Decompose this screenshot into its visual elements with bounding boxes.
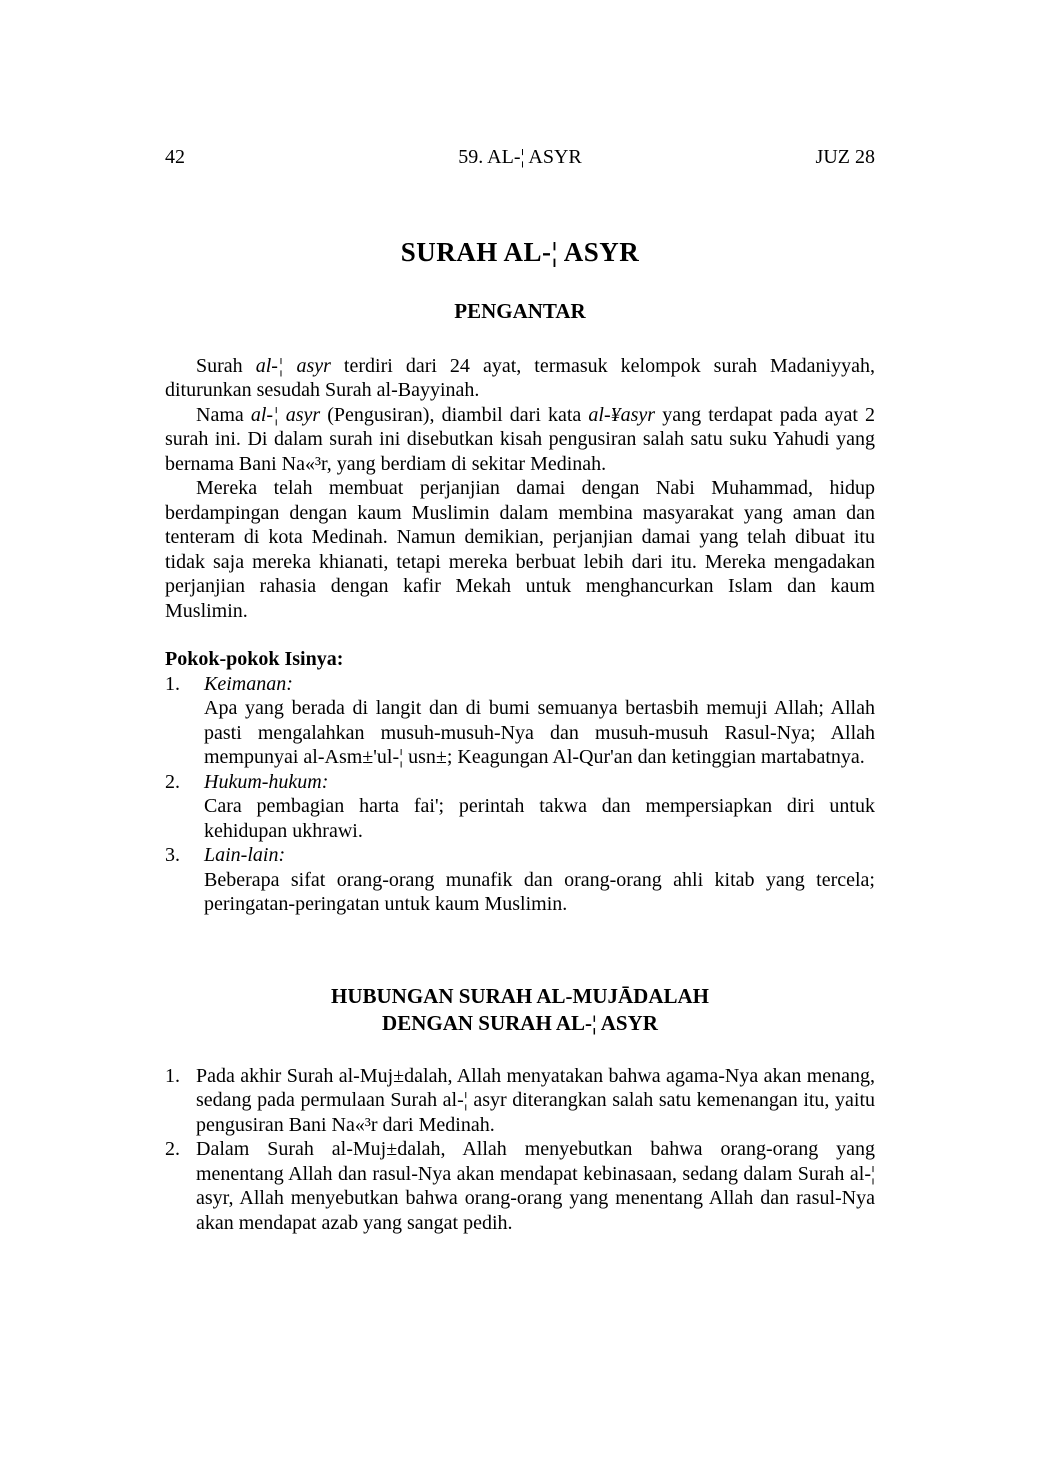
list-item-body [204, 843, 875, 917]
page-number: 42 [165, 146, 185, 168]
hubungan-heading-line1: HUBUNGAN SURAH AL-MUJĀDALAH [330, 983, 709, 1008]
list-item-text: Cara pembagian harta fai'; perintah takwa dan mempersiapkan diri untuk kehidupan ukhrawi. [204, 795, 875, 842]
intro-paragraph: Mereka telah membuat perjanjian damai dengan Nabi Muhammad, hidup berdampingan dengan kaum Muslimin dalam membina masyarakat yang aman dan tenteram di kota Medinah. Namun demikian, perjanjian damai yang telah dibuat itu tidak saja mereka khianati, tetapi mereka berbuat lebih dari itu. Mereka mengadakan perjanjian rahasia dengan kafir Mekah untuk menghancurkan Islam dan kaum Muslimin. [165, 477, 875, 622]
intro-paragraph: Nama al-¦ asyr (Pengusiran), diambil dari kata al-¥asyr yang terdapat pada ayat 2 surah ini. Di dalam surah ini disebutkan kisah pengusiran salah satu suku Yahudi yang bernama Bani Na«³r, yang berdiam di sekitar Medinah. [165, 403, 875, 475]
list-item-body [204, 770, 875, 844]
intro-section [165, 354, 875, 624]
list-item-text: Pada akhir Surah al-Muj±dalah, Allah menyatakan bahwa agama-Nya akan menang, sedang pada permulaan Surah al-¦ asyr diterangkan salah satu kemenangan itu, yaitu pengusiran Bani Na«³r dari Medinah. [196, 1064, 875, 1136]
hubungan-heading-line2: DENGAN SURAH AL-¦ ASYR [382, 1010, 658, 1035]
page-header [165, 145, 875, 170]
juz-label: JUZ 28 [815, 146, 875, 168]
pokok-isinya-list [165, 672, 875, 917]
list-item-label: Hukum-hukum: [204, 770, 329, 793]
hubungan-list [165, 1064, 875, 1236]
intro-paragraph: Surah al-¦ asyr terdiri dari 24 ayat, termasuk kelompok surah Madaniyyah, diturunkan sesudah Surah al-Bayyinah. [165, 354, 875, 401]
list-item-number: 2. [165, 770, 180, 793]
hubungan-heading [165, 983, 875, 1037]
surah-title: SURAH AL-¦ ASYR [400, 236, 640, 267]
list-item-text: Dalam Surah al-Muj±dalah, Allah menyebutkan bahwa orang-orang yang menentang Allah dan rasul-Nya akan mendapat kebinasaan, sedang dalam Surah al-¦ asyr, Allah menyebutkan bahwa orang-orang yang menentang Allah dan rasul-Nya akan mendapat azab yang sangat pedih. [196, 1138, 875, 1234]
list-item-label: Keimanan: [204, 672, 293, 695]
list-item [165, 770, 875, 844]
list-item-number: 1. [165, 1064, 180, 1087]
list-item-label: Lain-lain: [204, 844, 286, 866]
pengantar-heading: PENGANTAR [454, 298, 586, 323]
list-item-number: 2. [165, 1138, 180, 1160]
list-item-body [204, 672, 875, 770]
list-item-number: 1. [165, 672, 180, 695]
running-title: 59. AL-¦ ASYR [458, 146, 582, 168]
list-item [165, 1064, 875, 1138]
list-item [165, 843, 875, 917]
list-item [165, 1137, 875, 1235]
pokok-isinya-heading: Pokok-pokok Isinya: [165, 648, 344, 670]
list-item-number: 3. [165, 844, 180, 866]
list-item-text: Beberapa sifat orang-orang munafik dan orang-orang ahli kitab yang tercela; peringatan-peringatan untuk kaum Muslimin. [204, 868, 875, 915]
list-item-text: Apa yang berada di langit dan di bumi semuanya bertasbih memuji Allah; Allah pasti mengalahkan musuh-musuh-Nya dan musuh-musuh Rasul-Nya; Allah mempunyai al-Asm±'ul-¦ usn±; Keagungan Al-Qur'an dan ketinggian martabatnya. [204, 697, 875, 768]
list-item [165, 672, 875, 770]
